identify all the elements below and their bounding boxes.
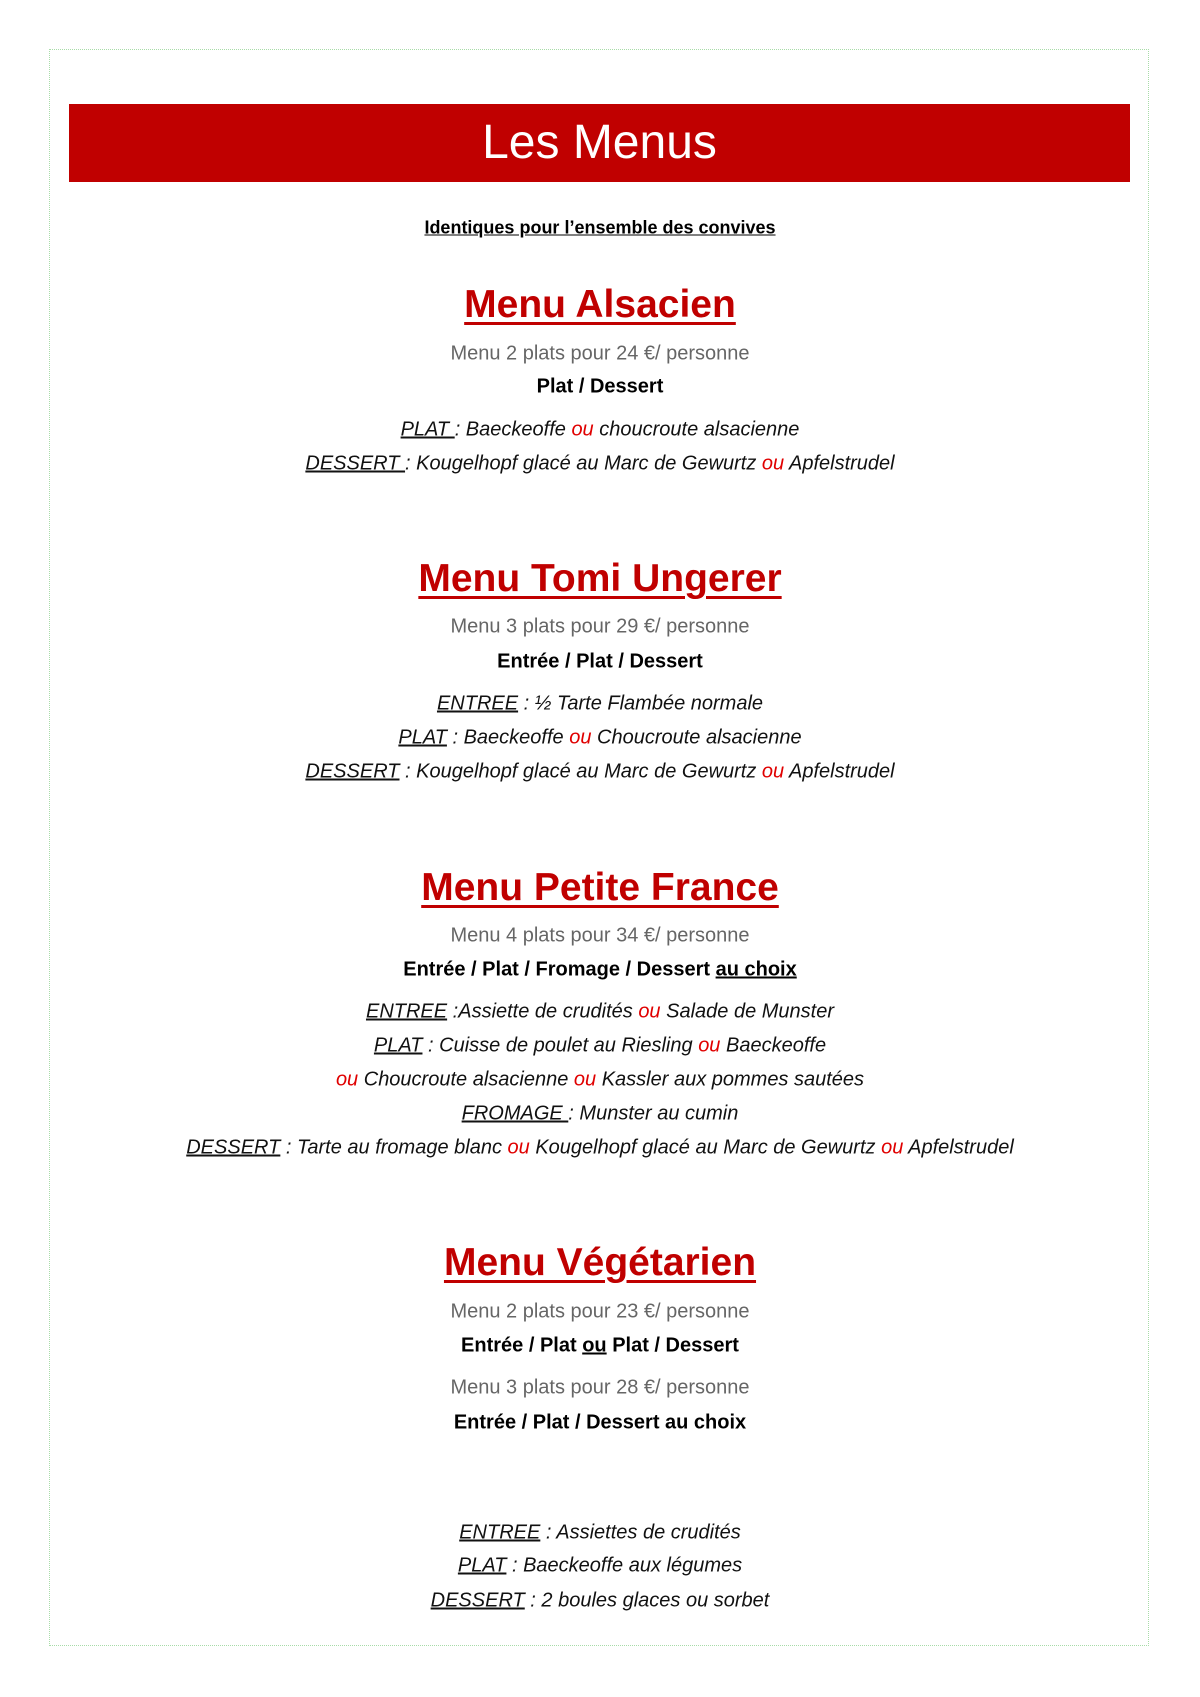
menu-text: : Kougelhopf glacé au Marc de Gewurtz — [405, 452, 762, 475]
menu-text: : Munster au cumin — [568, 1102, 739, 1125]
menu-text: Entrée / Plat / Dessert — [497, 650, 703, 673]
or-separator: ou — [881, 1136, 904, 1159]
menu-text: Choucroute alsacienne — [358, 1068, 574, 1091]
or-separator: ou — [571, 418, 594, 441]
menu-text: Entrée / Plat / Dessert au choix — [453, 1411, 747, 1434]
menu-item-line — [0, 453, 1200, 476]
menu-courses-line — [0, 1335, 1200, 1358]
menu-text: :Assiette de crudités — [447, 1000, 639, 1023]
menu-text: : Baeckeoffe — [454, 418, 572, 441]
menu-text: : 2 boules glaces ou sorbet — [524, 1589, 770, 1612]
course-label: ENTREE — [436, 692, 519, 715]
menu-text: Entrée / Plat / Fromage / Dessert — [403, 958, 716, 981]
menu-text: Plat / Dessert — [536, 375, 664, 398]
menu-item-line — [0, 1035, 1200, 1058]
menu-title: Menu Végétarien — [443, 1241, 757, 1284]
menu-price-line — [0, 925, 1200, 948]
menu-text: : ½ Tarte Flambée normale — [518, 692, 764, 715]
course-label: DESSERT — [305, 452, 406, 475]
or-separator: ou — [698, 1034, 721, 1057]
menu-text: Menu 3 plats pour 28 €/ personne — [450, 1376, 750, 1399]
course-label: au choix — [715, 958, 797, 981]
or-separator: ou — [638, 1000, 661, 1023]
course-label: PLAT — [457, 1554, 507, 1577]
course-label: DESSERT — [430, 1589, 525, 1612]
menu-item-line — [0, 1001, 1200, 1024]
course-label: PLAT — [400, 418, 455, 441]
menu-item-line — [0, 1590, 1200, 1613]
menu-item-line — [0, 727, 1200, 750]
menu-item-line — [0, 693, 1200, 716]
or-separator: ou — [573, 1068, 597, 1091]
menu-item-line — [0, 1137, 1200, 1160]
course-label: DESSERT — [186, 1136, 281, 1159]
menu-price-line — [0, 343, 1200, 366]
menu-price-line — [0, 616, 1200, 639]
menu-text: : Assiettes de crudités — [540, 1521, 741, 1544]
menu-text: Kougelhopf glacé au Marc de Gewurtz — [529, 1136, 882, 1159]
course-label: PLAT — [398, 726, 447, 749]
menu-text: Baeckeoffe — [720, 1034, 827, 1057]
or-separator: ou — [569, 726, 592, 749]
or-separator: ou — [335, 1068, 359, 1091]
menu-text: Menu 4 plats pour 34 €/ personne — [450, 924, 750, 947]
menu-item-line — [0, 1069, 1200, 1092]
menu-text: Apfelstrudel — [903, 1136, 1014, 1159]
menu-text: Plat / Dessert — [606, 1334, 739, 1357]
menu-text: : Baeckeoffe aux légumes — [506, 1554, 743, 1577]
course-label: ENTREE — [365, 1000, 448, 1023]
menu-item-line — [0, 419, 1200, 442]
menu-text: Menu 2 plats pour 23 €/ personne — [450, 1300, 750, 1323]
menu-item-line — [0, 1522, 1200, 1545]
or-separator: ou — [761, 452, 785, 475]
course-label: ENTREE — [459, 1521, 541, 1544]
menu-title: Menu Alsacien — [464, 283, 736, 326]
menu-price-line — [0, 1377, 1200, 1400]
menu-text: : Baeckeoffe — [446, 726, 570, 749]
menu-title: Menu Tomi Ungerer — [418, 557, 782, 600]
menu-courses-line — [0, 959, 1200, 982]
course-label: FROMAGE — [461, 1102, 569, 1125]
menu-text: Apfelstrudel — [784, 760, 895, 783]
or-separator: ou — [761, 760, 785, 783]
course-label: ou — [582, 1334, 607, 1357]
or-separator: ou — [507, 1136, 530, 1159]
menu-text: : Kougelhopf glacé au Marc de Gewurtz — [399, 760, 762, 783]
page-title-banner — [69, 104, 1130, 182]
menu-item-line — [0, 1555, 1200, 1578]
menu-text: choucroute alsacienne — [593, 418, 800, 441]
menu-title: Menu Petite France — [421, 866, 779, 909]
menu-courses-line — [0, 376, 1200, 399]
page-title: Les Menus — [482, 116, 717, 169]
menu-text: : Tarte au fromage blanc — [280, 1136, 508, 1159]
menu-text: Salade de Munster — [660, 1000, 834, 1023]
course-label: PLAT — [373, 1034, 423, 1057]
menu-text: Apfelstrudel — [784, 452, 895, 475]
menu-text: Menu 3 plats pour 29 €/ personne — [450, 615, 750, 638]
menu-text: Menu 2 plats pour 24 €/ personne — [450, 342, 750, 365]
menu-item-line — [0, 1103, 1200, 1126]
menu-text: Entrée / Plat — [461, 1334, 583, 1357]
menu-courses-line — [0, 651, 1200, 674]
course-label: DESSERT — [305, 760, 400, 783]
menu-text: : Cuisse de poulet au Riesling — [422, 1034, 699, 1057]
menu-courses-line — [0, 1412, 1200, 1435]
page-subtitle: Identiques pour l’ensemble des convives — [424, 217, 776, 238]
menu-price-line — [0, 1301, 1200, 1324]
menu-text: Choucroute alsacienne — [591, 726, 802, 749]
menu-text: Kassler aux pommes sautées — [596, 1068, 865, 1091]
menu-item-line — [0, 761, 1200, 784]
